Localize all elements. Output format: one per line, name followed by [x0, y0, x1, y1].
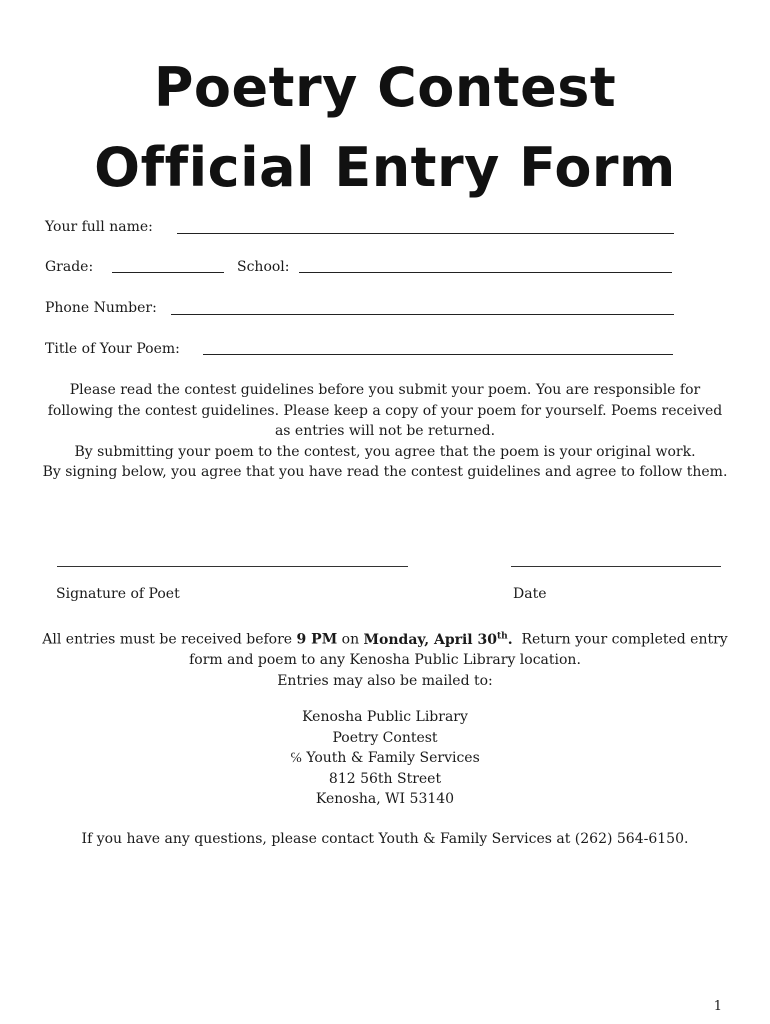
signature-label: Signature of Poet [56, 586, 180, 602]
page-number: 1 [713, 999, 722, 1014]
deadline-date-suffix: th [496, 631, 508, 641]
date-label: Date [513, 586, 547, 602]
phone-number-field[interactable] [171, 314, 674, 315]
address-line: Poetry Contest [332, 729, 438, 746]
guidelines-line: following the contest guidelines. Please keep a copy of your poem for yourself. Poems received [47, 402, 723, 419]
deadline-line-2: form and poem to any Kenosha Public Library location. [189, 652, 581, 669]
signature-field[interactable] [57, 566, 408, 567]
deadline-date-text: Monday, April 30 [363, 631, 497, 648]
guidelines-line: as entries will not be returned. [274, 423, 496, 439]
contact-info [30, 829, 740, 850]
contact-line: If you have any questions, please contact Youth & Family Services at (262) 564-6150. [81, 831, 689, 847]
poem-title-field[interactable] [203, 354, 673, 355]
poem-title-label: Title of Your Poem: [45, 341, 180, 357]
guidelines-line: Please read the contest guidelines before you submit your poem. You are responsible for [69, 382, 701, 398]
guidelines-line: By signing below, you agree that you have read the contest guidelines and agree to follow them. [42, 464, 728, 480]
deadline-line-1 [30, 626, 740, 650]
deadline-mid: on [337, 631, 364, 648]
page-title-line-2: Official Entry Form [94, 136, 676, 199]
deadline-date-end: . [507, 631, 513, 648]
deadline-date [364, 632, 513, 648]
school-field[interactable] [299, 272, 672, 273]
phone-number-label: Phone Number: [45, 300, 157, 316]
deadline-time: 9 PM [296, 631, 338, 648]
grade-field[interactable] [112, 272, 224, 273]
deadline-paragraph [30, 626, 740, 691]
address-line: Kenosha Public Library [302, 709, 468, 725]
full-name-field[interactable] [177, 233, 674, 234]
guidelines-paragraph [30, 380, 740, 483]
address-line: ℅ Youth & Family Services [290, 750, 480, 766]
address-line: Kenosha, WI 53140 [315, 791, 455, 807]
date-field[interactable] [511, 566, 721, 567]
school-label: School: [237, 259, 290, 275]
mailing-address [30, 707, 740, 810]
guidelines-line: By submitting your poem to the contest, you agree that the poem is your original work. [74, 443, 696, 460]
deadline-prefix: All entries must be received before [42, 631, 297, 648]
deadline-suffix: Return your completed entry [512, 631, 728, 648]
address-line: 812 56th Street [328, 770, 442, 787]
page-title-line-1: Poetry Contest [153, 56, 617, 119]
grade-label: Grade: [45, 259, 94, 275]
full-name-label: Your full name: [45, 219, 153, 235]
deadline-line-3: Entries may also be mailed to: [277, 672, 493, 689]
